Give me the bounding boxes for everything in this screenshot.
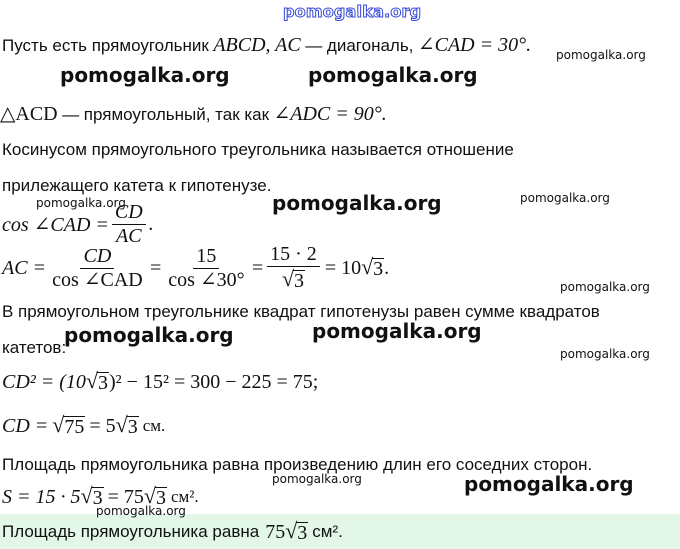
- answer-unit: см².: [312, 522, 343, 541]
- line-12-lhs: S = 15 · 5: [2, 485, 81, 508]
- line-6-eq-1: =: [148, 256, 163, 279]
- line-5-numerator: CD: [112, 202, 146, 225]
- line-12-radicand-2: 3: [155, 487, 166, 509]
- line-6-f1-den: cos ∠CAD: [52, 268, 143, 291]
- line-5-fraction: [112, 202, 146, 247]
- line-2-math-a: △ACD: [0, 103, 58, 125]
- answer-radicand: 3: [297, 522, 308, 544]
- line-10-mid: = 5: [89, 414, 116, 437]
- sqrt-symbol: √ 3: [85, 368, 109, 394]
- sqrt-symbol: √ 3: [115, 412, 138, 438]
- answer-value: 75: [265, 520, 286, 543]
- line-5-lhs: cos ∠CAD =: [2, 213, 109, 236]
- line-6-f1-num: CD: [80, 246, 114, 269]
- line-12-mid: = 75: [107, 485, 144, 508]
- line-2-math-b: ∠ADC = 90°.: [273, 103, 387, 125]
- line-12-unit: см².: [170, 487, 199, 506]
- sqrt-symbol: √ 3: [281, 266, 305, 292]
- line-1-math-b: ∠CAD = 30°.: [417, 34, 532, 56]
- line-9-part-b: )² − 15² = 300 − 225 = 75;: [109, 370, 319, 393]
- line-7: В прямоугольном треугольнике квадрат гипотенузы равен сумме квадратов: [2, 302, 600, 321]
- line-11: Площадь прямоугольника равна произведению длин его соседних сторон.: [2, 455, 593, 474]
- line-2: [0, 101, 387, 126]
- line-6-fraction-2: [165, 246, 247, 291]
- watermark: pomogalka.org: [308, 63, 478, 87]
- line-6-lhs: AC =: [2, 256, 47, 279]
- line-1-text-b: — диагональ,: [305, 36, 414, 55]
- watermark: pomogalka.org: [64, 323, 234, 347]
- line-6-fraction-1: [49, 246, 146, 291]
- watermark: pomogalka.org: [272, 191, 442, 215]
- line-9-part-a: CD² = (10: [2, 370, 86, 393]
- line-6-fraction-3: [267, 244, 320, 292]
- answer-text: Площадь прямоугольника равна: [2, 522, 260, 541]
- line-6-f2-num: 15: [193, 246, 219, 269]
- watermark: pomogalka.org: [560, 280, 650, 294]
- line-9-radicand: 3: [98, 372, 109, 394]
- line-9-formula: [2, 365, 318, 399]
- line-5-denominator: AC: [116, 224, 142, 247]
- line-10-unit: см.: [142, 416, 166, 435]
- line-1: [2, 32, 531, 57]
- line-6-f2-den: cos ∠30°: [168, 268, 245, 291]
- line-1-text-a: Пусть есть прямоугольник: [2, 36, 209, 55]
- sqrt-symbol: √ 3: [361, 254, 384, 280]
- watermark: pomogalka.org: [36, 196, 126, 210]
- line-6-f3-den-wrap: [279, 267, 308, 292]
- line-10-radicand-1: 75: [64, 416, 85, 438]
- sqrt-symbol: √ 3: [143, 483, 166, 509]
- sqrt-symbol: √ 3: [80, 483, 103, 509]
- line-6-formula: [2, 242, 389, 294]
- line-3: Косинусом прямоугольного треугольника называется отношение: [2, 140, 514, 159]
- sqrt-symbol: √ 3: [285, 518, 308, 544]
- line-6-end: .: [384, 256, 390, 279]
- line-12-radicand-1: 3: [92, 487, 103, 509]
- watermark: pomogalka.org: [520, 191, 610, 205]
- line-10-lhs: CD =: [2, 414, 49, 437]
- watermark: pomogalka.org: [96, 504, 186, 518]
- line-10-formula: [2, 409, 165, 443]
- line-1-math-a: ABCD, AC: [213, 34, 301, 56]
- line-10-radicand-2: 3: [127, 416, 138, 438]
- watermark: pomogalka.org: [312, 319, 482, 343]
- line-6-result: = 10: [324, 256, 362, 279]
- watermark-top: pomogalka.org: [283, 2, 422, 21]
- sqrt-symbol: √ 75: [52, 412, 85, 438]
- line-5-end: .: [148, 212, 154, 235]
- line-8: катетов:: [2, 338, 67, 357]
- line-5-formula: [2, 200, 154, 248]
- line-4: прилежащего катета к гипотенузе.: [2, 176, 272, 195]
- line-6-result-radicand: 3: [373, 258, 384, 280]
- line-6-f3-den: 3: [294, 270, 305, 292]
- watermark: pomogalka.org: [464, 472, 634, 496]
- answer-line: [2, 517, 343, 547]
- watermark: pomogalka.org: [556, 48, 646, 62]
- line-6-eq-2: =: [250, 256, 265, 279]
- watermark: pomogalka.org: [560, 347, 650, 361]
- line-6-f3-num: 15 · 2: [267, 244, 320, 267]
- line-2-text: — прямоугольный, так как: [62, 105, 270, 124]
- watermark: pomogalka.org: [60, 63, 230, 87]
- watermark: pomogalka.org: [272, 472, 362, 486]
